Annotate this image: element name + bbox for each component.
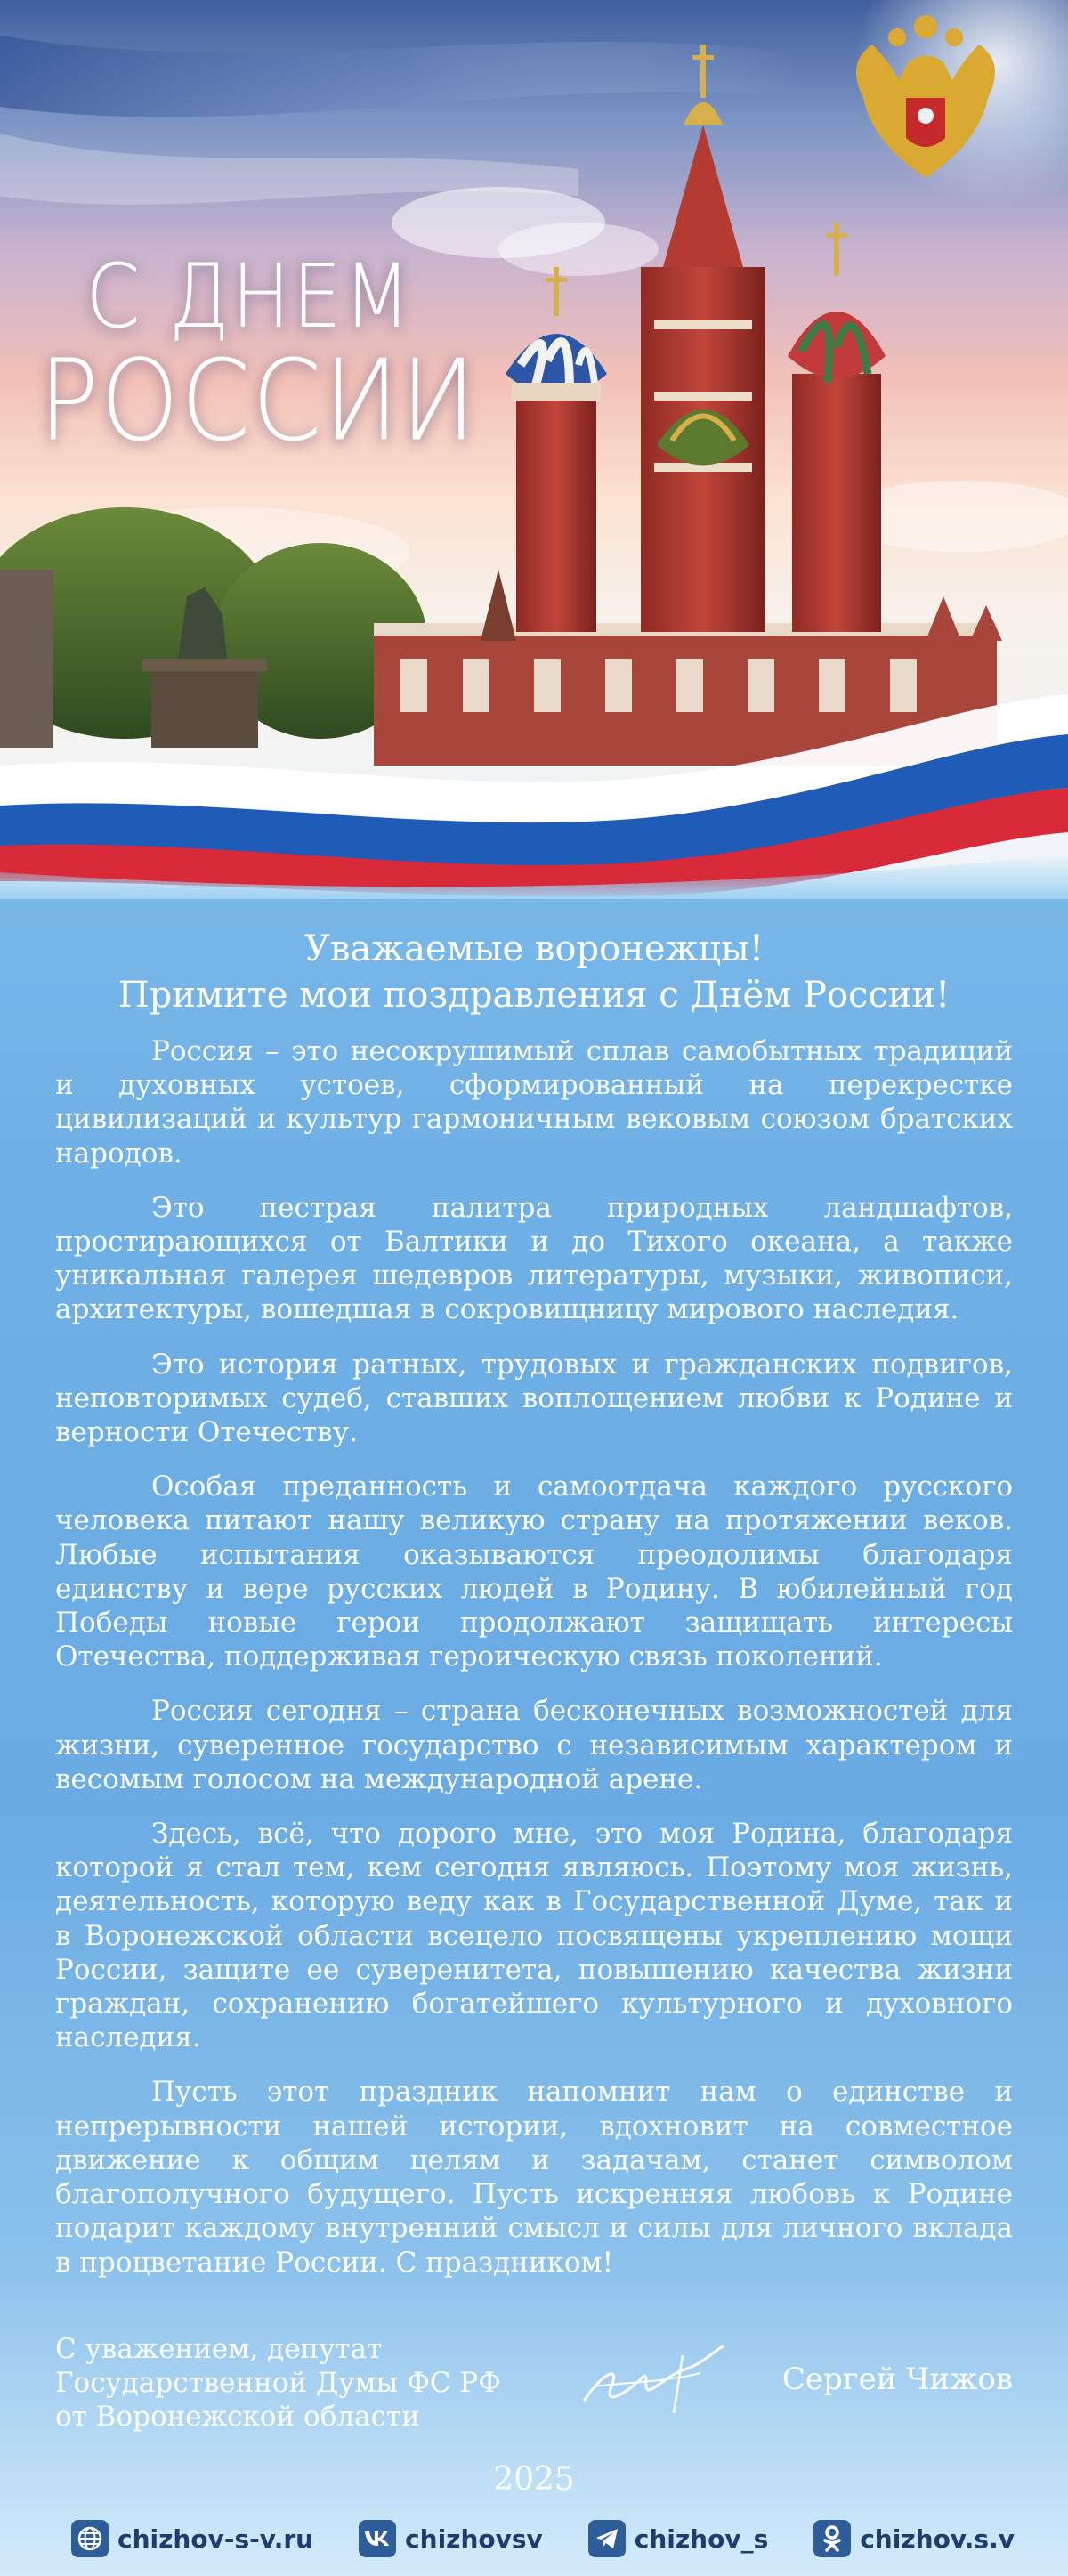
greeting-line2: Примите мои поздравления с Днём России! <box>117 975 951 1016</box>
telegram-icon <box>588 2520 626 2557</box>
odnoklassniki-link[interactable] <box>813 2520 1015 2557</box>
signature-line1: С уважением, депутат <box>55 2333 383 2365</box>
globe-icon <box>71 2520 109 2557</box>
vk-label: chizhovsv <box>405 2523 543 2554</box>
website-link[interactable] <box>71 2520 313 2557</box>
greeting-line1: Уважаемые воронежцы! <box>304 928 764 969</box>
signature-line2: Государственной Думы ФС РФ <box>55 2367 501 2399</box>
vk-icon <box>359 2520 396 2557</box>
social-footer <box>71 2519 1015 2558</box>
paragraph: Россия – это несокрушимый сплав самобытных традиций и духовных устоев, сформированный на перекрестке цивилизаций и культур гармоничным вековым союзом братских народов. <box>55 1035 1013 1170</box>
greeting <box>36 926 1032 1018</box>
hero-title-line2: РОССИИ <box>38 336 478 466</box>
year: 2025 <box>493 2461 575 2498</box>
odnoklassniki-label: chizhov.s.v <box>860 2523 1015 2554</box>
paragraph: Пусть этот праздник напомнит нам о единстве и непрерывности нашей истории, вдохновит на совместное движение к общим целям и задачам, станет символом благополучного будущего. Пусть искренняя любовь к Родине подарит каждому внутренний смысл и силы для личного вклада в процветание России. С праздником! <box>55 2076 1013 2279</box>
handwritten-signature <box>576 2337 727 2418</box>
signature-line3: от Воронежской области <box>55 2401 420 2433</box>
odnoklassniki-icon <box>813 2520 851 2557</box>
paragraph: Это пестрая палитра природных ландшафтов, простирающихся от Балтики и до Тихого океана, а также уникальная галерея шедевров литературы, музыки, живописи, архитектуры, вошедшая в сокровищницу мирового наследия. <box>55 1191 1013 1326</box>
paragraph: Это история ратных, трудовых и гражданских подвигов, неповторимых судеб, ставших воплощением любви к Родине и верности Отечеству. <box>55 1348 1013 1449</box>
paragraph: Здесь, всё, что дорого мне, это моя Родина, благодаря которой я стал тем, кем сегодня являюсь. Поэтому моя жизнь, деятельность, которую веду как в Государственной Думе, так и в Воронежской области всецело посвящены укреплению мощи России, защите ее суверенитета, повышению качества жизни граждан, сохранению богатейшего культурного и духовного наследия. <box>55 1818 1013 2054</box>
telegram-label: chizhov_s <box>634 2523 769 2554</box>
paragraph: Россия сегодня – страна бесконечных возможностей для жизни, суверенное государство с независимым характером и весомым голосом на международной арене. <box>55 1695 1013 1795</box>
hero-banner <box>0 0 1068 899</box>
paragraph: Особая преданность и самоотдача каждого русского человека питают нашу великую страну на протяжении веков. Любые испытания оказываются преодолимы благодаря единству и вере русских людей в Родину. В юбилейный год Победы новые герои продолжают защищать интересы Отечества, поддерживая героическую связь поколений. <box>55 1470 1013 1673</box>
signature-block <box>55 2332 1013 2439</box>
telegram-link[interactable] <box>588 2520 769 2557</box>
letter-body <box>55 1034 1013 2300</box>
vk-link[interactable] <box>359 2520 543 2557</box>
hero-title-line1: С ДНЕМ <box>85 245 413 348</box>
website-label: chizhov-s-v.ru <box>117 2523 314 2554</box>
signature-name: Сергей Чижов <box>781 2361 1013 2397</box>
signature-title <box>55 2332 501 2434</box>
